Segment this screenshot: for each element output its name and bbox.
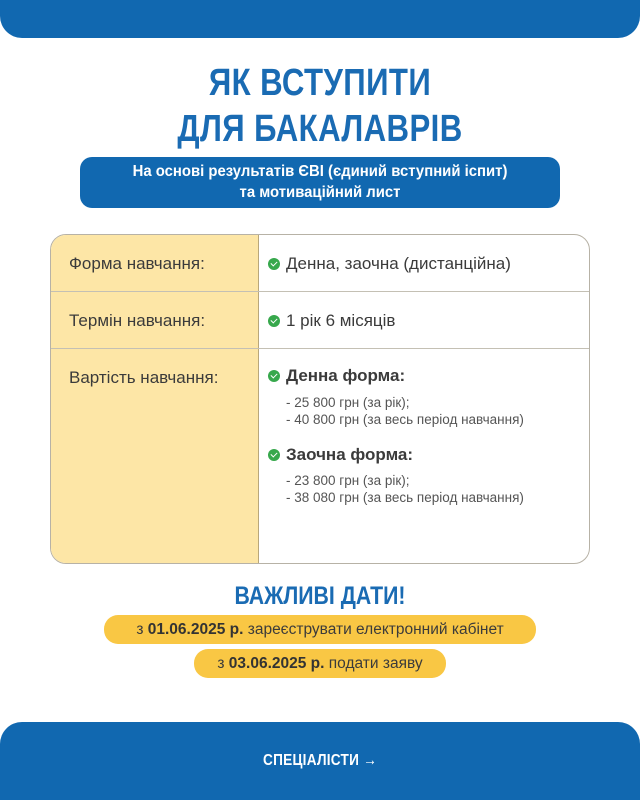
- check-icon: [268, 315, 280, 327]
- row-divider: [51, 348, 589, 349]
- value-study-term: 1 рік 6 місяців: [268, 311, 395, 331]
- label-study-cost: Вартість навчання:: [69, 368, 219, 387]
- check-icon: [268, 258, 280, 270]
- page-title-line1: ЯК ВСТУПИТИ: [208, 62, 432, 104]
- next-page-label: СПЕЦІАЛІСТИ →: [263, 752, 377, 769]
- price-parttime-heading: Заочна форма:: [268, 445, 413, 465]
- check-icon: [268, 449, 280, 461]
- label-study-term: Термін навчання:: [69, 311, 206, 330]
- price-line: - 25 800 грн (за рік);: [286, 395, 410, 410]
- price-line: - 38 080 грн (за весь період навчання): [286, 490, 524, 505]
- price-fulltime-heading: Денна форма:: [268, 366, 405, 386]
- price-line: - 23 800 грн (за рік);: [286, 473, 410, 488]
- value-study-form: Денна, заочна (дистанційна): [268, 254, 511, 274]
- important-dates-title: ВАЖЛИВІ ДАТИ!: [234, 582, 406, 610]
- subtitle-line1: На основі результатів ЄВІ (єдиний вступний іспит): [132, 163, 508, 180]
- page-title-line2: ДЛЯ БАКАЛАВРІВ: [177, 108, 463, 150]
- study-info-table: [50, 234, 590, 564]
- price-line: - 40 800 грн (за весь період навчання): [286, 412, 524, 427]
- next-page-button[interactable]: [0, 722, 640, 800]
- subtitle-line2: та мотиваційний лист: [239, 184, 401, 201]
- date-pill-application: з 03.06.2025 р. подати заяву: [194, 649, 446, 678]
- date-pill-registration: з 01.06.2025 р. зареєструвати електронний кабінет: [104, 615, 536, 644]
- label-study-form: Форма навчання:: [69, 254, 205, 273]
- subtitle-badge: [80, 157, 560, 208]
- top-banner: [0, 0, 640, 38]
- label-column: [51, 235, 259, 563]
- row-divider: [51, 291, 589, 292]
- check-icon: [268, 370, 280, 382]
